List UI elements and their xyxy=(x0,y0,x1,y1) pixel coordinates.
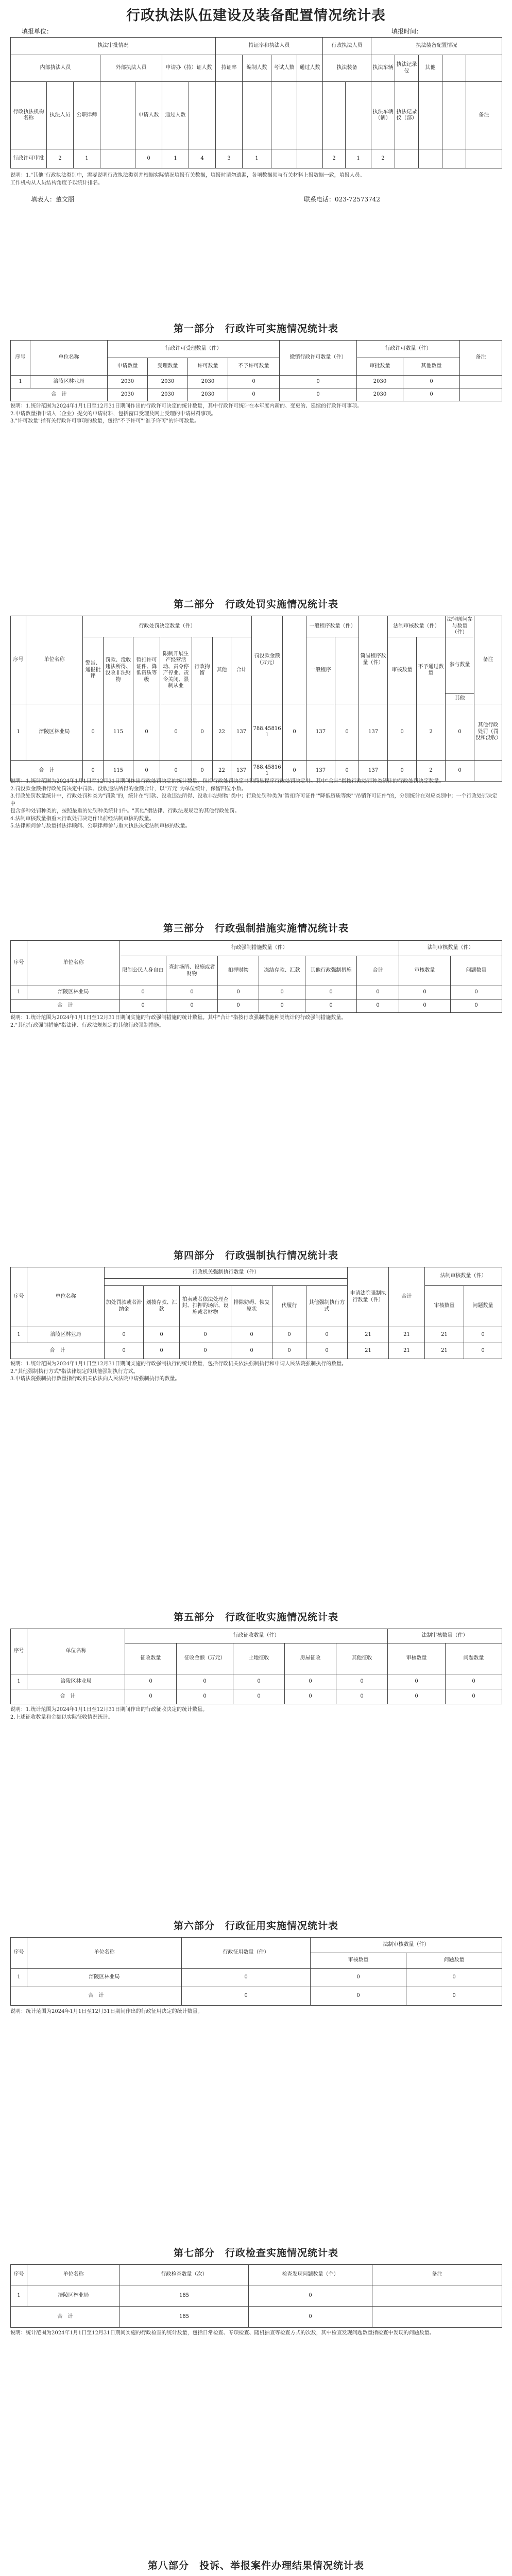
part3-table: 序号 单位名称 行政强制措施数量（件） 法制审核数量（件） 限制公民人身自由 查封场所、设施或者财物 扣押财物 冻结存款、汇款 其他行政强制措施 合计 审核数量 问题数量 1 涪陵区林业局 0 0 0 0 0 0 0 0 合 计 0 0 0 0 0 0 0 0 xyxy=(10,940,502,1013)
head-group-4: 执法装备配置情况 xyxy=(371,38,502,55)
part1-table: 序号 单位名称 行政许可受理数量（件） 撤销行政许可数量（件） 行政许可数量（件） 备注 申请数量 受理数量 许可数量 不予许可数量 审批数量 其他数量 1 涪陵区林业局 2030 2030 2030 0 0 2030 0 合 计 2030 2030 2030 0 0 2030 0 xyxy=(10,340,502,401)
part7-table: 序号 单位名称 行政检查数量（次） 检查发现问题数量（个） 备注 1 涪陵区林业局 185 0 合 计 185 0 xyxy=(10,2264,502,2328)
table-total-row: 合 计 0 0 0 0 0 0 0 xyxy=(11,1689,502,1704)
head-col-pass: 通过人数 xyxy=(297,55,323,82)
part6-notes: 说明：统计范围为2024年1月1日至12月31日期间作出的行政征用决定的统计数量。 xyxy=(10,2009,203,2014)
summary-table: 执法审批情况 持证率和执法人员 行政执法人员 执法装备配置情况 内部执法人员 外部执法人员 申请办（持）证人数 持证率 编制人数 考试人数 通过人数 执法装备 执法车辆 执法记录仪 其他 行政执法机构名称 执法人员 公职律师 申请人数 通过人数 执法车辆（辆） 执法记录仪（部） 备注 行政许可审批 2 1 0 1 4 3 1 2 1 2 xyxy=(10,37,502,168)
part3-notes: 说明：1.统计范围为2024年1月1日至12月31日期间实施的行政强制措施的统计数量。其中"合计"指按行政强制措施种类统计的行政强制措施数量。 2."其他行政强制措施"指法律、行政法规规定的其他行政强制措施。 xyxy=(10,1015,347,1028)
part1-notes: 说明：1.统计范围为2024年1月1日至12月31日期间作出的行政许可决定的统计数量，其中行政许可统计在本年度内新的、变更的、延续的行政许可事项。 2.申请数量指申请人（企业）提交的申请材料，包括窗口受理及网上受理的申请材料事项。 3."许可数量"指有关行政许可事项的数量，包括"不予许可""准予许可"的许可数量。 xyxy=(10,403,363,424)
part3-title: 第三部分 行政强制措施实施情况统计表 xyxy=(163,923,349,934)
head-sub-apply: 申请人数 xyxy=(135,82,162,149)
part7-title: 第七部分 行政检查实施情况统计表 xyxy=(173,2247,338,2259)
part4-title: 第四部分 行政强制执行情况统计表 xyxy=(173,1250,338,1261)
head-col-recorder: 执法记录仪 xyxy=(395,55,419,82)
head-col-exam: 考试人数 xyxy=(271,55,297,82)
date-label: 填报时间： xyxy=(391,28,423,35)
part1-title: 第一部分 行政许可实施情况统计表 xyxy=(173,323,338,334)
table-total-row: 合 计 185 0 xyxy=(11,2307,502,2328)
head-col-external: 外部执法人员 xyxy=(100,55,162,82)
table-row: 1 涪陵区林业局 0 0 0 0 0 0 21 21 21 0 xyxy=(11,1327,502,1343)
head-col-other: 其他 xyxy=(419,55,442,82)
phone: 联系电话：023-72573742 xyxy=(304,196,381,203)
part5-notes: 说明：1.统计范围为2024年1月1日至12月31日期间作出的行政征收决定的统计数量。 2.上述征收数量和金额以实际征收情况统计。 xyxy=(10,1707,208,1720)
head-sub-org: 行政执法机构名称 xyxy=(11,82,47,149)
table-row: 1 涪陵区林业局 0 115 0 0 0 22 137 788.458161 0 137 0 137 0 2 0 其他行政处罚（罚没和没收） xyxy=(11,704,502,760)
part2-table: 序号 单位名称 行政处罚决定数量（件） 罚没款金额（万元） 一般程序数量（件） 简易程序数量（件） 法制审核数量（件） 法律顾问参与数量（件） 备注 警告、通报批评 罚款、没收违法所得、没收非法财物 暂扣许可证件、降低资质等级 限制开展生产经营活动、责令停产停业、责令关闭、限制从业 行政拘留 其他 合计 一般程序 审核数量 不予通过数量 参与数量 其他 1 涪陵区林业局 0 115 0 0 0 22 137 788.458161 0 137 0 137 0 2 0 其他行政处罚（罚没和没收） 合 计 0 115 0 0 0 22 137 788.458161 0 137 0 137 0 2 0 xyxy=(10,616,502,782)
table-row: 1 涪陵区林业局 185 0 xyxy=(11,2285,502,2307)
table-row: 1 涪陵区林业局 2030 2030 2030 0 0 2030 0 xyxy=(11,376,502,388)
head-group-2: 持证率和执法人员 xyxy=(216,38,323,55)
head-group-1: 执法审批情况 xyxy=(11,38,216,55)
table-row: 1 涪陵区林业局 0 0 0 0 0 0 0 xyxy=(11,1674,502,1689)
table-total-row: 合 计 0 115 0 0 0 22 137 788.458161 0 137 0 137 0 2 0 xyxy=(11,760,502,781)
part6-table: 序号 单位名称 行政征用数量（件） 法制审核数量（件） 审核数量 问题数量 1 涪陵区林业局 0 0 0 合 计 0 0 0 xyxy=(10,1937,502,2006)
head-sub-lawyer: 公职律师 xyxy=(74,82,100,149)
table-row: 1 涪陵区林业局 0 0 0 0 0 0 0 0 xyxy=(11,986,502,999)
head-col-internal: 内部执法人员 xyxy=(11,55,100,82)
head-col-rate: 持证率 xyxy=(216,55,243,82)
reporter: 填表人：董文丽 xyxy=(31,196,75,203)
head-group-3: 行政执法人员 xyxy=(323,38,371,55)
doc-title: 行政执法队伍建设及装备配置情况统计表 xyxy=(126,8,386,24)
table-total-row: 合 计 0 0 0 0 0 0 0 0 xyxy=(11,999,502,1013)
head-col-equip: 执法装备 xyxy=(323,55,371,82)
head-col-apply: 申请办（持）证人数 xyxy=(162,55,216,82)
head-sub-staff: 执法人员 xyxy=(47,82,74,149)
head-col-staff: 编制人数 xyxy=(243,55,271,82)
part5-table: 序号 单位名称 行政征收数量（件） 法制审核数量（件） 征收数量 征收金额（万元） 土地征收 房屋征收 其他征收 审核数量 问题数量 1 涪陵区林业局 0 0 0 0 0 0 0 合 计 0 0 0 0 0 0 0 xyxy=(10,1629,502,1704)
head-sub-recorder: 执法记录仪（部） xyxy=(395,82,419,149)
doc-notes: 说明：1."其他"行政执法类别中，需要说明行政执法类别并根据实际情况填报有关数据，填报时请勿遗漏，各项数据须与有关材料上报数据一致，填报人员、 工作机构从人员结构角度予以统计排名。 xyxy=(10,173,365,186)
summary-row-name: 行政许可审批 xyxy=(11,149,47,168)
part5-title: 第五部分 行政征收实施情况统计表 xyxy=(173,1612,338,1623)
head-sub-car: 执法车辆（辆） xyxy=(371,82,395,149)
part2-notes: 说明：1.统计范围为2024年1月1日至12月31日期间作出行政处罚决定的统计数量，包括行政处罚决定书和简易程序行政处罚决定书。其中"合计"指按行政处罚种类统计的行政处罚决定数量。 2.罚没款金额指行政处罚决定中罚款、没收违法所得的金额合计，以"万元"为单位统计，保留四位小数。 3.行政处罚数量统计中，行政处罚种类为"罚款"的，统计在"罚款、没收违法所得、没收非法财物"类中；行政处罚种类为"暂扣许可证件""降低资质等级""吊销许可证件"的，分别统计在对应类别中；一个行政处罚决定中 包含多种处罚种类的，按照最重的处罚种类统计1件。"其他"指法律、行政法规规定的其他行政处罚。 4.法制审核数量指重大行政处罚决定作出前经法制审核的数量。 5.法律顾问参与数量指法律顾问、公职律师参与重大执法决定法制审核的数量。 xyxy=(10,778,498,829)
part4-table: 序号 单位名称 行政机关强制执行数量（件） 申请法院强制执行数量（件） 合计 法制审核数量（件） 加处罚款或者滞纳金 划拨存款、汇款 拍卖或者依法处理查封、扣押的场所、设施或者财物 排除妨碍、恢复原状 代履行 其他强制执行方式 审核数量 问题数量 1 涪陵区林业局 0 0 0 0 0 0 21 21 21 0 合 计 0 0 0 0 0 0 21 21 21 0 xyxy=(10,1267,502,1359)
table-row: 1 涪陵区林业局 0 0 0 xyxy=(11,1969,502,1987)
part6-title: 第六部分 行政征用实施情况统计表 xyxy=(173,1920,338,1931)
part4-notes: 说明：1.统计范围为2024年1月1日至12月31日期间实施的行政强制执行的统计数量，包括行政机关依法强制执行和申请人民法院强制执行的数量。 2."其他强制执行方式"指法律规定的其他强制执行方式。 3.申请法院强制执行数量指行政机关依法向人民法院申请强制执行的数量。 xyxy=(10,1361,347,1382)
head-col-car: 执法车辆 xyxy=(371,55,395,82)
part2-title: 第二部分 行政处罚实施情况统计表 xyxy=(173,599,338,610)
table-total-row: 合 计 0 0 0 xyxy=(11,1987,502,2006)
part8-title: 第八部分 投诉、举报案件办理结果情况统计表 xyxy=(147,2560,364,2571)
filler-label: 填报单位： xyxy=(22,28,53,35)
head-sub-pass: 通过人数 xyxy=(162,82,189,149)
table-total-row: 合 计 2030 2030 2030 0 0 2030 0 xyxy=(11,388,502,401)
table-total-row: 合 计 0 0 0 0 0 0 21 21 21 0 xyxy=(11,1343,502,1359)
head-sub-note: 备注 xyxy=(466,82,502,149)
part7-notes: 说明：统计范围为2024年1月1日至12月31日期间实施的行政检查的统计数量，包括日常检查、专项检查、随机抽查等检查方式的次数，其中检查发现问题数量指检查中发现的问题数量。 xyxy=(10,2330,435,2336)
